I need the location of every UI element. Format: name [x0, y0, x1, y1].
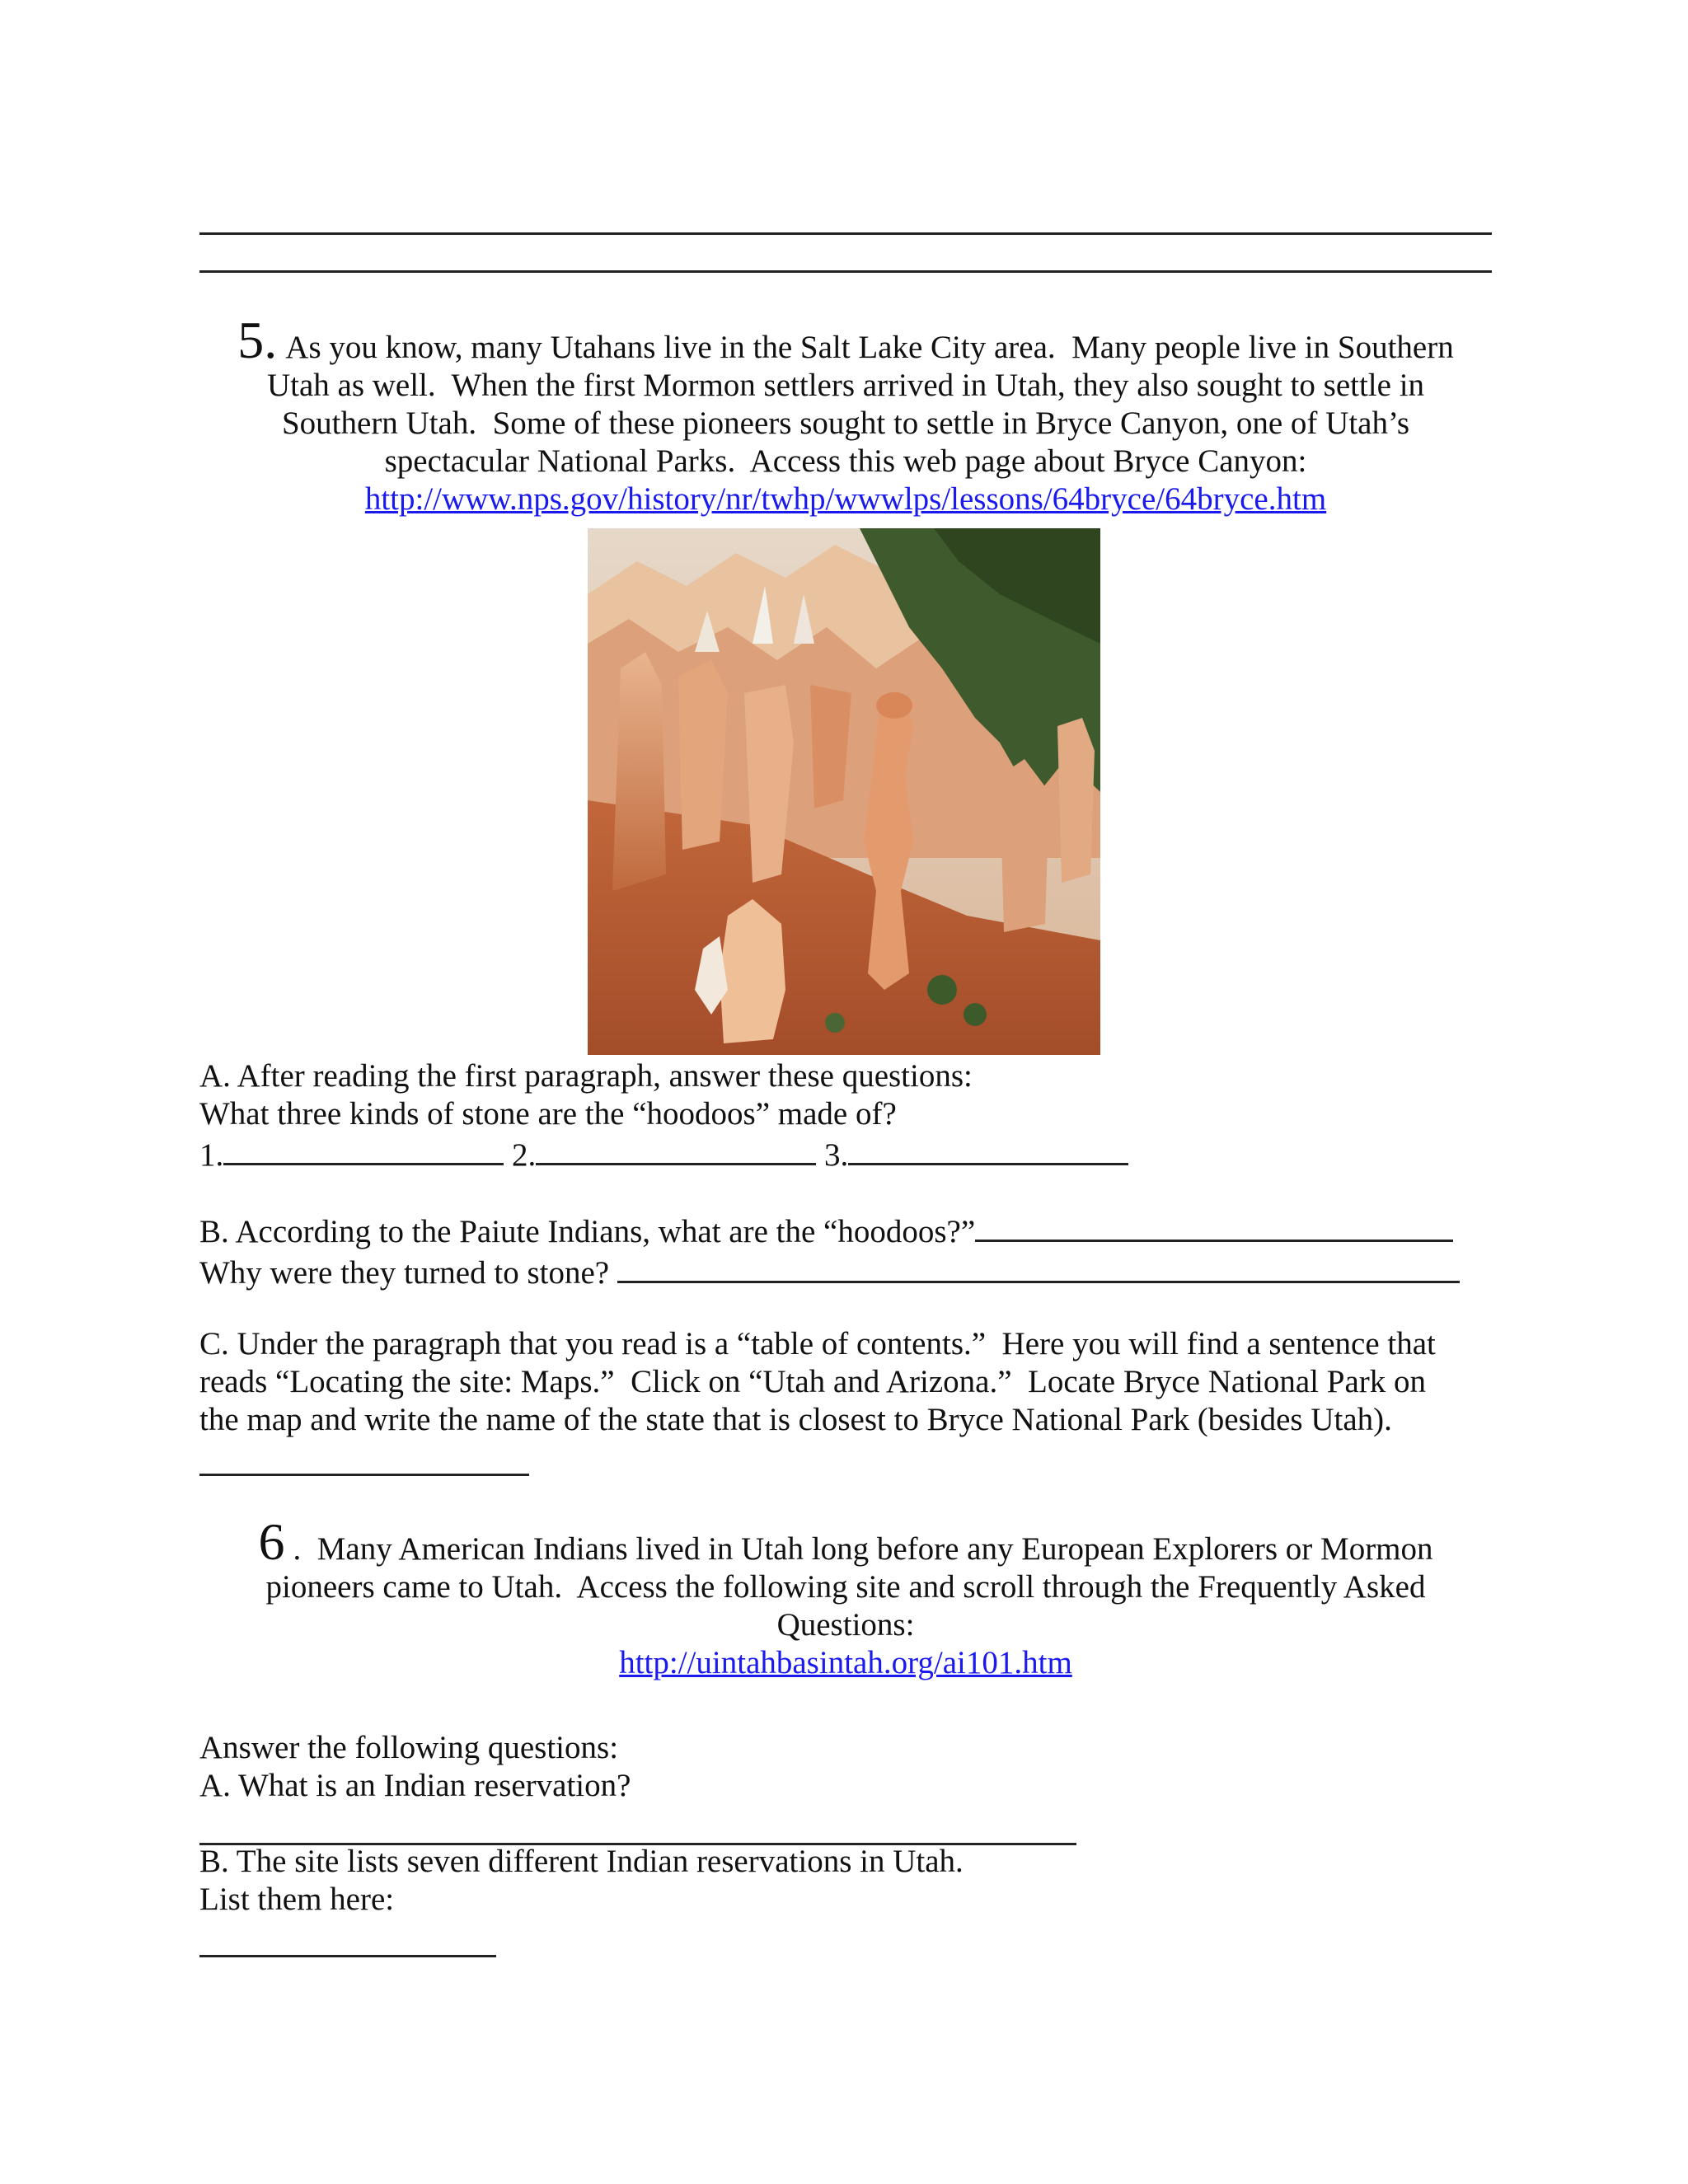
- q6-intro-line-1: . Many American Indians lived in Utah long before any European Explorers or Mormon: [293, 1531, 1433, 1567]
- stone-reason-answer-blank[interactable]: [617, 1251, 1460, 1283]
- q5-part-c-line-3: the map and write the name of the state that is closest to Bryce National Park (besides Utah).: [199, 1402, 1392, 1437]
- q5-part-a-line-1: A. After reading the first paragraph, answer these questions:: [199, 1058, 973, 1094]
- answer-line-top-2: [199, 270, 1492, 273]
- question-6-number: 6: [258, 1512, 285, 1571]
- q6-answer-heading: Answer the following questions:: [199, 1730, 619, 1765]
- q5-part-b: [199, 1210, 1518, 1292]
- question-5-intro: [199, 311, 1492, 518]
- bryce-canyon-link[interactable]: http://www.nps.gov/history/nr/twhp/wwwlps/lessons/64bryce/64bryce.htm: [364, 481, 1327, 517]
- blank-3-label: 3.: [824, 1137, 849, 1173]
- reservations-list-answer-blank[interactable]: [199, 1955, 496, 1957]
- q5-part-a: [199, 1057, 1518, 1174]
- question-6-intro: [199, 1512, 1492, 1682]
- q6-part-b-line-1: B. The site lists seven different Indian reservations in Utah.: [199, 1844, 964, 1879]
- blank-2-label: 2.: [512, 1137, 537, 1173]
- q5-part-c-line-2: reads “Locating the site: Maps.” Click on “Utah and Arizona.” Locate Bryce National Park on: [199, 1364, 1426, 1399]
- q5-part-c: [199, 1325, 1518, 1439]
- q5-part-b-line-1: B. According to the Paiute Indians, what are the “hoodoos?”: [199, 1214, 976, 1249]
- blank-1-label: 1.: [199, 1137, 224, 1173]
- uintah-basin-link[interactable]: http://uintahbasintah.org/ai101.htm: [619, 1645, 1072, 1680]
- answer-line-top-1: [199, 232, 1492, 235]
- answer-blank-2[interactable]: [536, 1133, 816, 1165]
- nearest-state-answer-blank[interactable]: [199, 1474, 529, 1476]
- q6-part-a: A. What is an Indian reservation?: [199, 1768, 631, 1803]
- q5-intro-line-3: Southern Utah. Some of these pioneers sought to settle in Bryce Canyon, one of Utah’s: [281, 405, 1409, 441]
- q6-intro-line-3: Questions:: [776, 1607, 915, 1643]
- question-5-number: 5.: [237, 311, 278, 369]
- q5-part-a-line-2: What three kinds of stone are the “hoodoos” made of?: [199, 1096, 897, 1132]
- q5-part-c-line-1: C. Under the paragraph that you read is a “table of contents.” Here you will find a sentence that: [199, 1326, 1436, 1361]
- q6-questions: [199, 1729, 1518, 1805]
- q6-part-b: [199, 1843, 1518, 1919]
- answer-blank-1[interactable]: [223, 1133, 504, 1165]
- q6-part-b-line-2: List them here:: [199, 1882, 395, 1917]
- hoodoos-answer-blank[interactable]: [975, 1210, 1453, 1242]
- q5-part-b-line-2: Why were they turned to stone?: [199, 1255, 610, 1291]
- q5-intro-line-4: spectacular National Parks. Access this web page about Bryce Canyon:: [384, 443, 1307, 479]
- q5-intro-line-1: As you know, many Utahans live in the Salt Lake City area. Many people live in Southern: [285, 330, 1454, 365]
- q5-intro-line-2: Utah as well. When the first Mormon settlers arrived in Utah, they also sought to settle in: [266, 368, 1425, 403]
- bryce-canyon-photo: [588, 528, 1100, 1055]
- answer-blank-3[interactable]: [848, 1133, 1128, 1165]
- q6-intro-line-2: pioneers came to Utah. Access the following site and scroll through the Frequently Asked: [265, 1569, 1426, 1605]
